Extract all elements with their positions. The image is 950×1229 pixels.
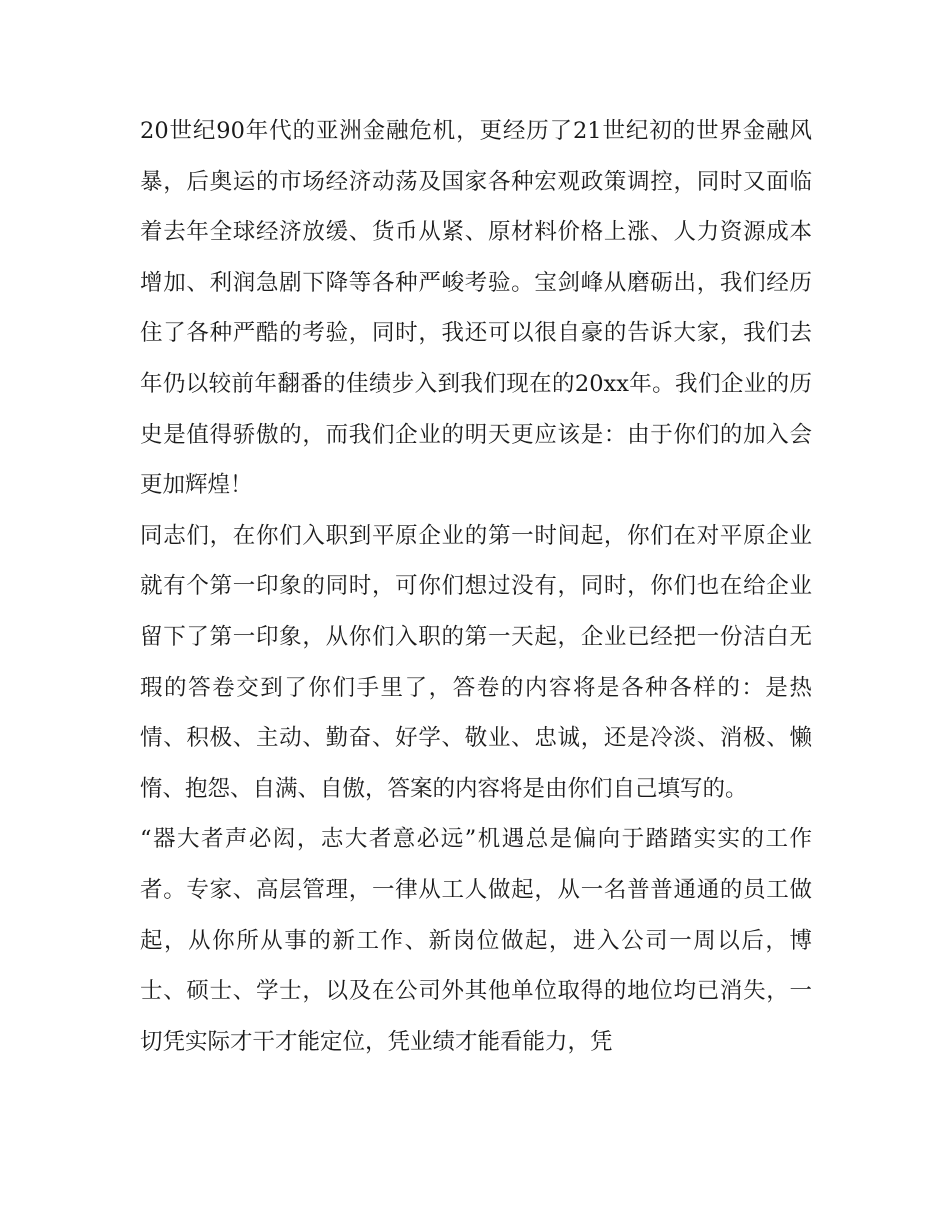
document-body — [140, 106, 812, 1067]
paragraph-3: “器大者声必闳，志大者意必远”机遇总是偏向于踏踏实实的工作者。专家、高层管理，一律从工人做起，从一名普普通通的员工做起，从你所从事的新工作、新岗位做起，进入公司一周以后，博士、硕士、学士，以及在公司外其他单位取得的地位均已消失，一切凭实际才干才能定位，凭业绩才能看能力，凭 — [140, 826, 812, 1055]
paragraph-2: 同志们，在你们入职到平原企业的第一时间起，你们在对平原企业就有个第一印象的同时，可你们想过没有，同时，你们也在给企业留下了第一印象，从你们入职的第一天起，企业已经把一份洁白无瑕的答卷交到了你们手里了，答卷的内容将是各种各样的：是热情、积极、主动、勤奋、好学、敬业、忠诚，还是冷淡、消极、懒惰、抱怨、自满、自傲，答案的内容将是由你们自己填写的。 — [140, 522, 812, 802]
paragraph-1: 20世纪90年代的亚洲金融危机，更经历了21世纪初的世界金融风暴，后奥运的市场经济动荡及国家各种宏观政策调控，同时又面临着去年全球经济放缓、货币从紧、原材料价格上涨、人力资源成本增加、利润急剧下降等各种严峻考验。宝剑峰从磨砺出，我们经历住了各种严酷的考验，同时，我还可以很自豪的告诉大家，我们去年仍以较前年翻番的佳绩步入到我们现在的20xx年。我们企业的历史是值得骄傲的，而我们企业的明天更应该是：由于你们的加入会更加辉煌！ — [140, 118, 812, 499]
